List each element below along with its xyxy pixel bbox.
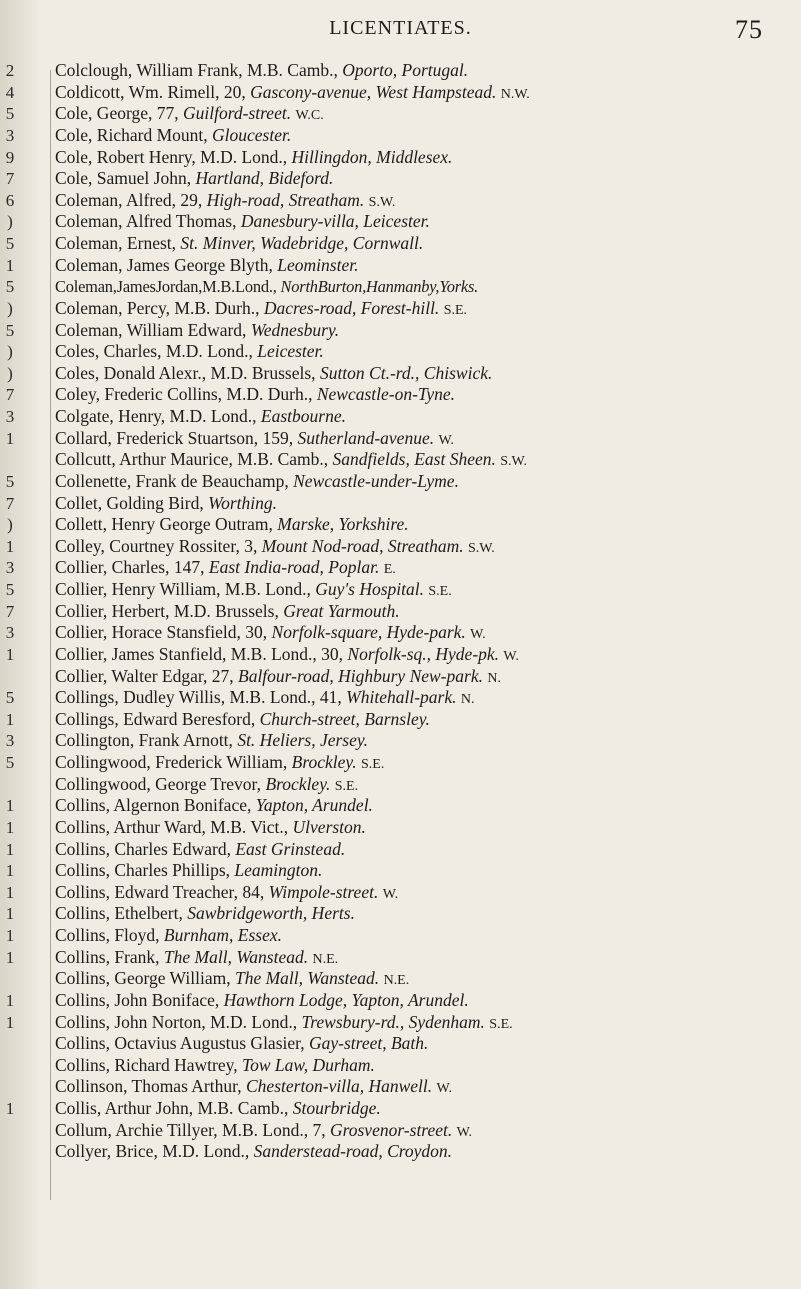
entry-address: Hartland, Bideford. — [195, 168, 334, 189]
list-item — [0, 1076, 801, 1098]
list-item — [0, 320, 801, 342]
entry-address: Leamington. — [234, 860, 323, 881]
entry-address: East India-road, Poplar. — [208, 557, 380, 578]
entry-address: Grosvenor-street. — [329, 1119, 453, 1140]
entry-district: S.E. — [443, 302, 468, 318]
list-item — [0, 752, 801, 774]
list-item — [0, 406, 801, 428]
gutter-marker: 7 — [5, 601, 15, 621]
entry-district: S.W. — [500, 454, 527, 470]
list-item — [0, 990, 801, 1012]
entry-name: Cole, Robert Henry, M.D. Lond., — [55, 146, 288, 167]
entry-district: S.W. — [467, 540, 495, 556]
entry-name: Collcutt, Arthur Maurice, M.B. Camb., — [55, 449, 329, 470]
entry-text — [55, 384, 455, 406]
list-item — [0, 1033, 801, 1055]
entry-name: Coldicott, Wm. Rimell, 20, — [55, 81, 246, 102]
entry-district: N.E. — [312, 951, 339, 967]
entry-text — [55, 103, 324, 127]
gutter-marker: ) — [7, 342, 13, 362]
list-item — [0, 211, 801, 233]
entry-district: W. — [382, 886, 399, 902]
entry-district: S.E. — [428, 584, 452, 599]
list-item — [0, 947, 801, 969]
entry-text — [55, 363, 492, 385]
entry-address: Guilford-street. — [183, 103, 292, 124]
entry-address: Great Yarmouth. — [283, 600, 400, 621]
gutter-marker: 1 — [5, 796, 15, 816]
entry-name: Collingwood, George Trevor, — [55, 773, 262, 794]
entry-text — [55, 60, 468, 82]
entry-text — [55, 428, 454, 452]
entry-name: Collett, Henry George Outram, — [55, 514, 273, 535]
page-number: 75 — [735, 15, 763, 44]
entry-name: Collier, Charles, 147, — [55, 557, 205, 578]
entry-address: Dacres-road, Forest-hill. — [263, 297, 440, 318]
gutter-marker: 1 — [5, 882, 15, 902]
entry-text — [55, 471, 459, 493]
entry-text — [55, 1033, 428, 1055]
gutter-marker: 5 — [5, 320, 15, 340]
entry-text — [55, 752, 384, 776]
gutter-marker: 6 — [5, 190, 15, 210]
gutter-marker: 1 — [5, 709, 15, 729]
entry-text — [55, 968, 409, 992]
list-item — [0, 644, 801, 666]
list-item — [0, 1012, 801, 1034]
entry-name: Collins, Edward Treacher, 84, — [55, 881, 265, 902]
entry-name: Collins, Ethelbert, — [55, 903, 183, 924]
list-item — [0, 622, 801, 644]
list-item — [0, 147, 801, 169]
entry-district: N. — [487, 670, 501, 686]
list-item — [0, 536, 801, 558]
entry-text — [55, 190, 395, 214]
list-item — [0, 687, 801, 709]
list-item — [0, 103, 801, 125]
entry-name: Collins, John Boniface, — [55, 989, 220, 1010]
entry-address: Sutherland-avenue. — [297, 427, 435, 448]
list-item — [0, 860, 801, 882]
entry-name: Collier, Walter Edgar, 27, — [55, 665, 234, 686]
entry-name: Collins, Frank, — [55, 946, 160, 967]
entry-text — [55, 557, 396, 581]
gutter-marker: ) — [7, 298, 13, 318]
entry-address: Gay-street, Bath. — [309, 1033, 429, 1054]
entry-name: Cole, George, 77, — [55, 103, 179, 124]
entry-address: Hillingdon, Middlesex. — [291, 146, 453, 167]
list-item — [0, 709, 801, 731]
entry-address: Hawthorn Lodge, Yapton, Arundel. — [223, 989, 469, 1010]
entry-address: Yapton, Arundel. — [255, 795, 373, 816]
list-item — [0, 384, 801, 406]
entry-text — [55, 601, 400, 623]
gutter-marker: 7 — [5, 385, 15, 405]
entry-address: Sawbridgeworth, Herts. — [187, 903, 355, 924]
gutter-marker: 2 — [5, 61, 15, 80]
gutter-marker: 3 — [5, 731, 15, 751]
list-item — [0, 882, 801, 904]
entry-address: Sutton Ct.-rd., Chiswick. — [319, 362, 493, 383]
gutter-marker: 1 — [5, 839, 15, 859]
entry-name: Collins, Floyd, — [55, 925, 160, 945]
list-item — [0, 276, 801, 298]
entry-text — [55, 211, 430, 233]
gutter-marker: 1 — [5, 1012, 15, 1032]
gutter-marker: ) — [7, 212, 13, 232]
gutter-marker: 1 — [5, 255, 15, 275]
list-item — [0, 428, 801, 450]
entry-address: Danesbury-villa, Leicester. — [240, 211, 430, 232]
entry-name: Coley, Frederic Collins, M.D. Durh., — [55, 384, 313, 405]
entry-address: Guy's Hospital. — [315, 579, 425, 599]
entry-text — [55, 1055, 375, 1077]
list-item — [0, 903, 801, 925]
entry-address: Trewsbury-rd., Sydenham. — [301, 1011, 485, 1032]
entry-text — [55, 644, 519, 668]
list-item — [0, 1055, 801, 1077]
entry-text — [55, 947, 338, 971]
entry-name: Collet, Golding Bird, — [55, 492, 204, 513]
gutter-marker: 3 — [5, 558, 15, 578]
entry-district: W.C. — [295, 108, 324, 124]
entry-name: Collis, Arthur John, M.B. Camb., — [55, 1098, 289, 1118]
list-item — [0, 1098, 801, 1120]
entry-name: Coleman, James George Blyth, — [55, 254, 273, 275]
entry-address: Norfolk-square, Hyde-park. — [271, 622, 466, 643]
entry-text — [55, 709, 430, 731]
entry-name: Coleman, Alfred Thomas, — [55, 211, 237, 232]
entry-district: N.W. — [500, 86, 530, 102]
entry-name: Collier, James Stanfield, M.B. Lond., 30, — [55, 643, 344, 664]
licentiate-list — [0, 60, 801, 1163]
entry-text — [55, 860, 322, 882]
entry-text — [55, 839, 345, 861]
entry-name: Coleman, William Edward, — [55, 319, 247, 340]
entry-name: Colclough, William Frank, M.B. Camb., — [55, 60, 338, 80]
entry-district: W. — [456, 1124, 473, 1140]
list-item — [0, 233, 801, 255]
entry-text — [55, 536, 495, 560]
gutter-marker: 5 — [5, 471, 15, 491]
entry-text — [55, 147, 452, 169]
entry-address: Gloucester. — [212, 124, 292, 145]
entry-text — [55, 449, 527, 473]
list-item — [0, 341, 801, 363]
entry-text — [55, 298, 467, 322]
list-item — [0, 60, 801, 82]
entry-text — [55, 1012, 513, 1036]
gutter-marker: 5 — [5, 753, 15, 772]
entry-address: East Grinstead. — [235, 838, 346, 859]
entry-name: Collins, Charles Phillips, — [55, 860, 231, 881]
list-item — [0, 449, 801, 471]
entry-text — [55, 82, 530, 106]
list-item — [0, 190, 801, 212]
entry-name: Collins, John Norton, M.D. Lond., — [55, 1011, 298, 1032]
gutter-marker: 4 — [5, 82, 15, 102]
entry-address: Church-street, Barnsley. — [259, 708, 430, 729]
entry-text — [55, 666, 501, 690]
entry-name: Cole, Richard Mount, — [55, 124, 208, 145]
entry-text — [55, 493, 277, 515]
entry-text — [55, 903, 355, 925]
entry-name: Colgate, Henry, M.D. Lond., — [55, 406, 257, 426]
entry-address: Sanderstead-road, Croydon. — [253, 1141, 453, 1162]
gutter-marker: 3 — [5, 125, 15, 145]
gutter-marker: 5 — [5, 234, 15, 253]
entry-address: The Mall, Wanstead. — [163, 946, 309, 967]
list-item — [0, 363, 801, 385]
gutter-marker: 1 — [5, 861, 15, 881]
entry-address: Stourbridge. — [292, 1098, 381, 1118]
list-item — [0, 125, 801, 147]
entry-district: S.E. — [489, 1016, 513, 1032]
entry-text — [55, 882, 398, 906]
entry-address: Ulverston. — [292, 816, 366, 837]
entry-name: Collins, Charles Edward, — [55, 838, 231, 859]
entry-text — [55, 1120, 472, 1144]
entry-address: Whitehall-park. — [346, 687, 457, 708]
list-item — [0, 579, 801, 601]
list-item — [0, 774, 801, 796]
list-item — [0, 255, 801, 277]
entry-address: Leominster. — [277, 254, 359, 275]
gutter-marker: ) — [7, 363, 13, 383]
entry-name: Collingwood, Frederick William, — [55, 752, 288, 772]
gutter-marker: 1 — [5, 904, 15, 924]
entry-address: The Mall, Wanstead. — [234, 968, 380, 989]
entry-address: Leicester. — [257, 341, 324, 362]
gutter-marker: 1 — [5, 1099, 15, 1118]
entry-name: Colley, Courtney Rossiter, 3, — [55, 535, 258, 556]
entry-text — [55, 795, 373, 817]
gutter-marker: 1 — [5, 947, 15, 967]
list-item — [0, 601, 801, 623]
gutter-marker: ) — [7, 515, 13, 535]
entry-district: E. — [383, 562, 396, 578]
entry-district: W. — [470, 627, 486, 643]
entry-text — [55, 125, 291, 147]
list-item — [0, 968, 801, 990]
entry-district: S.E. — [334, 778, 359, 794]
entry-name: Collinson, Thomas Arthur, — [55, 1076, 242, 1097]
entry-name: Collier, Herbert, M.D. Brussels, — [55, 600, 279, 621]
entry-name: Collins, George William, — [55, 968, 231, 989]
entry-name: Collier, Horace Stansfield, 30, — [55, 622, 268, 643]
list-item — [0, 795, 801, 817]
gutter-marker: 5 — [5, 277, 15, 297]
entry-district: W. — [503, 648, 519, 664]
entry-text — [55, 622, 486, 646]
entry-text — [55, 320, 339, 342]
list-item — [0, 730, 801, 752]
entry-name: Collins, Algernon Boniface, — [55, 795, 252, 816]
entry-address: Eastbourne. — [260, 406, 346, 426]
gutter-marker: 1 — [5, 644, 15, 664]
list-item — [0, 817, 801, 839]
gutter-marker: 1 — [5, 926, 15, 945]
gutter-marker: 7 — [5, 493, 15, 513]
entry-text — [55, 990, 469, 1012]
entry-address: Wednesbury. — [250, 319, 340, 340]
entry-text — [55, 925, 282, 947]
entry-address: Balfour-road, Highbury New-park. — [238, 665, 483, 686]
entry-text — [55, 233, 423, 255]
page-header — [0, 17, 801, 47]
gutter-marker: 1 — [5, 536, 15, 556]
entry-text — [55, 255, 358, 277]
entry-district: W. — [436, 1081, 452, 1097]
entry-text — [55, 168, 333, 190]
entry-address: Burnham, Essex. — [163, 925, 283, 945]
entry-name: Coleman, Percy, M.B. Durh., — [55, 297, 260, 318]
entry-address: St. Heliers, Jersey. — [237, 730, 369, 751]
entry-address: Gascony-avenue, West Hampstead. — [250, 81, 497, 102]
gutter-marker: 5 — [5, 688, 15, 708]
entry-name: Collins, Richard Hawtrey, — [55, 1054, 238, 1075]
entry-name: Collins, Arthur Ward, M.B. Vict., — [55, 816, 289, 837]
gutter-marker: 5 — [5, 104, 15, 124]
entry-district: W. — [438, 432, 454, 448]
gutter-marker: 1 — [5, 817, 15, 837]
entry-district: N. — [460, 692, 475, 708]
entry-text — [55, 1141, 452, 1163]
entry-name: Coles, Donald Alexr., M.D. Brussels, — [55, 362, 316, 383]
entry-text — [55, 1076, 452, 1100]
entry-text — [55, 730, 368, 752]
list-item — [0, 1120, 801, 1142]
entry-district: S.E. — [360, 757, 385, 772]
entry-name: Collins, Octavius Augustus Glasier, — [55, 1033, 305, 1054]
entry-name: Coleman, Alfred, 29, — [55, 189, 203, 210]
entry-name: Collington, Frank Arnott, — [55, 730, 233, 751]
gutter-marker: 3 — [5, 407, 15, 426]
entry-text — [55, 774, 358, 798]
entry-name: Collard, Frederick Stuartson, 159, — [55, 427, 294, 448]
entry-name: Collyer, Brice, M.D. Lond., — [55, 1141, 250, 1162]
list-item — [0, 925, 801, 947]
entry-address: Worthing. — [208, 492, 278, 513]
entry-name: Collings, Dudley Willis, M.B. Lond., 41, — [55, 687, 342, 708]
entry-text — [55, 341, 324, 363]
gutter-marker: 1 — [5, 428, 15, 448]
list-item — [0, 168, 801, 190]
entry-address: Tow Law, Durham. — [241, 1054, 375, 1075]
list-item — [0, 298, 801, 320]
gutter-marker: 9 — [5, 147, 15, 167]
list-item — [0, 471, 801, 493]
entry-name: Cole, Samuel John, — [55, 168, 192, 189]
list-item — [0, 839, 801, 861]
list-item — [0, 666, 801, 688]
list-item — [0, 514, 801, 536]
entry-text — [55, 687, 474, 711]
entry-address: NorthBurton,Hanmanby,Yorks. — [280, 277, 479, 297]
entry-address: Sandfields, East Sheen. — [332, 449, 496, 470]
entry-name: Coleman,JamesJordan,M.B.Lond., — [55, 277, 277, 297]
entry-text — [55, 276, 478, 298]
list-item — [0, 557, 801, 579]
list-item — [0, 82, 801, 104]
entry-name: Collier, Henry William, M.B. Lond., — [55, 579, 311, 599]
entry-name: Coles, Charles, M.D. Lond., — [55, 341, 253, 362]
entry-name: Coleman, Ernest, — [55, 233, 177, 253]
entry-address: Brockley. — [291, 752, 357, 772]
entry-district: S.W. — [368, 194, 396, 210]
entry-address: Newcastle-on-Tyne. — [316, 384, 456, 405]
entry-address: Marske, Yorkshire. — [277, 514, 409, 535]
gutter-marker: 3 — [5, 623, 15, 643]
entry-address: High-road, Streatham. — [206, 189, 365, 210]
entry-address: Norfolk-sq., Hyde-pk. — [347, 643, 500, 664]
list-item — [0, 1141, 801, 1163]
entry-address: Chesterton-villa, Hanwell. — [246, 1076, 433, 1097]
entry-text — [55, 579, 452, 603]
entry-address: Newcastle-under-Lyme. — [293, 470, 459, 491]
entry-text — [55, 817, 366, 839]
entry-name: Collings, Edward Beresford, — [55, 708, 256, 729]
entry-name: Collum, Archie Tillyer, M.B. Lond., 7, — [55, 1119, 326, 1140]
gutter-marker: 5 — [5, 580, 15, 599]
gutter-marker: 7 — [5, 169, 15, 189]
entry-address: St. Minver, Wadebridge, Cornwall. — [180, 233, 424, 253]
entry-address: Mount Nod-road, Streatham. — [261, 535, 464, 556]
gutter-marker: 1 — [5, 990, 15, 1010]
entry-address: Oporto, Portugal. — [342, 60, 469, 80]
entry-text — [55, 406, 346, 428]
entry-text — [55, 1098, 381, 1120]
entry-text — [55, 514, 409, 536]
entry-address: Wimpole-street. — [268, 881, 379, 902]
entry-name: Collenette, Frank de Beauchamp, — [55, 470, 289, 491]
entry-district: N.E. — [383, 973, 410, 989]
list-item — [0, 493, 801, 515]
running-head: LICENTIATES. — [329, 17, 472, 39]
entry-address: Brockley. — [265, 773, 331, 794]
